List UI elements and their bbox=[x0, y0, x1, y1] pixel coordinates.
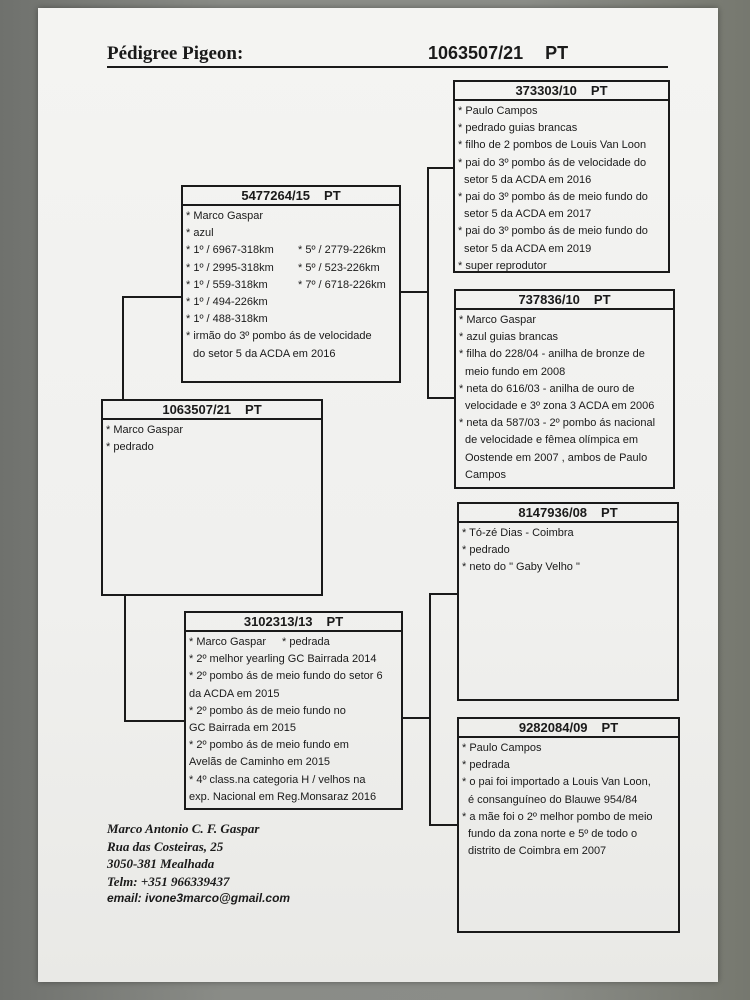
dam-box bbox=[184, 611, 403, 810]
sire-result: * 1º / 6967-318km bbox=[186, 244, 274, 257]
connector-sire-dam bbox=[427, 397, 454, 399]
dam-line: da ACDA em 2015 bbox=[189, 687, 280, 700]
dam-dam-line: é consanguíneo do Blauwe 954/84 bbox=[468, 793, 638, 806]
dam-dam-line: * o pai foi importado a Louis Van Loon, bbox=[462, 776, 651, 789]
sire-dam-line: * azul guias brancas bbox=[459, 331, 559, 344]
subject-line: * Marco Gaspar bbox=[106, 424, 184, 436]
dam-dam-ring: 9282084/09 bbox=[518, 720, 588, 735]
dam-ring: 3102313/13 bbox=[243, 614, 313, 629]
page-title: Pédigree Pigeon: bbox=[107, 43, 244, 64]
dam-sire-country: PT bbox=[601, 505, 618, 520]
owner-city: 3050-381 Mealhada bbox=[107, 856, 215, 871]
sire-dam-line: meio fundo em 2008 bbox=[465, 365, 566, 378]
header-ring-number bbox=[428, 43, 568, 64]
dam-sire-line: * Tó-zé Dias - Coimbra bbox=[462, 527, 574, 539]
sire-dam-line: * neta do 616/03 - anilha de ouro de bbox=[459, 382, 635, 395]
dam-sire-line: * neto do " Gaby Velho " bbox=[462, 561, 580, 574]
dam-line: * 2º pombo ás de meio fundo no bbox=[189, 704, 346, 717]
sire-line: do setor 5 da ACDA em 2016 bbox=[193, 347, 336, 360]
dam-dam-country: PT bbox=[601, 720, 619, 735]
sire-ring-header bbox=[183, 187, 399, 206]
header-country: PT bbox=[545, 43, 569, 63]
dam-sire-line: * pedrado bbox=[462, 544, 510, 557]
owner-street: Rua das Costeiras, 25 bbox=[107, 838, 224, 854]
sire-result: * 1º / 488-318km bbox=[186, 313, 268, 326]
sire-dam-line: Oostende em 2007 , ambos de Paulo bbox=[465, 451, 648, 464]
sire-line: * azul bbox=[186, 227, 214, 240]
connector-subject-sire-h bbox=[122, 296, 182, 298]
dam-dam-ring-header bbox=[459, 719, 678, 738]
owner-email: email: ivone3marco@gmail.com bbox=[107, 891, 291, 905]
sire-sire-line: * pai do 3º pombo ás de meio fundo do bbox=[458, 191, 648, 204]
dam-ring-header bbox=[186, 613, 401, 632]
subject-ring-header bbox=[103, 401, 321, 420]
connector-subject-sire bbox=[122, 296, 124, 400]
sire-sire-line: * super reprodutor bbox=[458, 259, 547, 272]
sire-sire-line: * Paulo Campos bbox=[458, 105, 538, 117]
subject-details bbox=[103, 420, 321, 456]
dam-details bbox=[186, 632, 401, 806]
sire-dam-country: PT bbox=[593, 292, 611, 307]
sire-sire-line: setor 5 da ACDA em 2019 bbox=[464, 242, 592, 255]
connector-dam-dam bbox=[429, 824, 458, 826]
subject-box bbox=[101, 399, 323, 596]
sire-dam-line: de velocidade e fêmea olímpica em bbox=[465, 434, 639, 447]
dam-dam-line: * a mãe foi o 2º melhor pombo de meio bbox=[462, 810, 653, 823]
dam-color: * pedrada bbox=[282, 636, 330, 648]
sire-result: * 5º / 523-226km bbox=[298, 261, 380, 274]
dam-sire-ring-header bbox=[459, 504, 677, 523]
dam-dam-line: distrito de Coimbra em 2007 bbox=[468, 845, 607, 858]
sire-dam-line: * filha do 228/04 - anilha de bronze de bbox=[459, 348, 645, 361]
dam-sire-box bbox=[457, 502, 679, 701]
dam-owner-line bbox=[189, 634, 397, 651]
sire-result: * 1º / 2995-318km bbox=[186, 261, 274, 274]
connector-sire-out bbox=[400, 291, 428, 293]
sire-sire-ring: 373303/10 bbox=[515, 83, 577, 98]
sire-line: * Marco Gaspar bbox=[186, 210, 264, 222]
connector-dam-out bbox=[402, 717, 430, 719]
dam-dam-line: * pedrada bbox=[462, 759, 510, 772]
sire-sire-line: * pai do 3º pombo ás de velocidade do bbox=[458, 156, 647, 169]
dam-dam-line: * Paulo Campos bbox=[462, 742, 542, 754]
sire-dam-line: velocidade e 3º zona 3 ACDA em 2006 bbox=[465, 400, 655, 413]
sire-sire-ring-header bbox=[455, 82, 668, 101]
dam-line: Avelãs de Caminho em 2015 bbox=[189, 756, 331, 769]
sire-ring: 5477264/15 bbox=[241, 188, 311, 203]
subject-country: PT bbox=[245, 402, 262, 417]
sire-dam-line: * Marco Gaspar bbox=[459, 314, 537, 326]
sire-sire-box bbox=[453, 80, 670, 273]
sire-country: PT bbox=[324, 188, 341, 203]
sire-results bbox=[186, 242, 395, 328]
dam-owner: * Marco Gaspar bbox=[189, 636, 267, 648]
sire-box bbox=[181, 185, 401, 383]
dam-line: * 2º pombo ás de meio fundo do setor 6 bbox=[189, 670, 383, 683]
sire-result: * 5º / 2779-226km bbox=[298, 244, 386, 257]
sire-sire-line: * pedrado guias brancas bbox=[458, 122, 578, 135]
sire-line: * irmão do 3º pombo ás de velocidade bbox=[186, 330, 372, 343]
connector-subject-dam bbox=[124, 596, 126, 721]
sire-sire-line: setor 5 da ACDA em 2017 bbox=[464, 208, 592, 221]
header-divider bbox=[107, 66, 668, 68]
dam-line: * 4º class.na categoria H / velhos na bbox=[189, 773, 366, 786]
sire-result: * 1º / 559-318km bbox=[186, 278, 268, 291]
owner-phone: Telm: +351 966339437 bbox=[107, 873, 230, 889]
dam-sire-details bbox=[459, 523, 677, 577]
sire-dam-ring-header bbox=[456, 291, 673, 310]
connector-subject-dam-h bbox=[124, 720, 185, 722]
connector-sire-vertical bbox=[427, 167, 429, 398]
dam-dam-box bbox=[457, 717, 680, 933]
sire-sire-country: PT bbox=[590, 83, 608, 98]
dam-sire-ring: 8147936/08 bbox=[518, 505, 588, 520]
sire-result: * 7º / 6718-226km bbox=[298, 278, 386, 291]
dam-dam-line: fundo da zona norte e 5º de todo o bbox=[468, 828, 638, 841]
sire-sire-line: * filho de 2 pombos de Louis Van Loon bbox=[458, 139, 647, 152]
dam-line: * 2º pombo ás de meio fundo em bbox=[189, 739, 349, 752]
connector-dam-sire bbox=[429, 593, 458, 595]
sire-dam-line: Campos bbox=[465, 468, 506, 481]
sire-details bbox=[183, 206, 399, 363]
sire-results-left bbox=[186, 242, 298, 328]
sire-sire-line: setor 5 da ACDA em 2016 bbox=[464, 173, 592, 186]
subject-line: * pedrado bbox=[106, 441, 154, 454]
sire-sire-details bbox=[455, 101, 668, 275]
sire-dam-ring: 737836/10 bbox=[518, 292, 580, 307]
sire-result: * 1º / 494-226km bbox=[186, 296, 268, 309]
owner-contact bbox=[107, 820, 290, 908]
dam-country: PT bbox=[326, 614, 344, 629]
sire-sire-line: * pai do 3º pombo ás de meio fundo do bbox=[458, 225, 648, 238]
sire-results-right bbox=[298, 242, 386, 328]
owner-name: Marco Antonio C. F. Gaspar bbox=[107, 821, 260, 836]
sire-dam-line: * neta da 587/03 - 2º pombo ás nacional bbox=[459, 417, 656, 430]
connector-sire-sire bbox=[427, 167, 454, 169]
header-ring: 1063507/21 bbox=[428, 43, 524, 63]
sire-dam-details bbox=[456, 310, 673, 484]
dam-line: * 2º melhor yearling GC Bairrada 2014 bbox=[189, 653, 377, 666]
dam-line: GC Bairrada em 2015 bbox=[189, 722, 296, 735]
sire-dam-box bbox=[454, 289, 675, 489]
connector-dam-vertical bbox=[429, 593, 431, 825]
dam-dam-details bbox=[459, 738, 678, 860]
dam-line: exp. Nacional em Reg.Monsaraz 2016 bbox=[189, 790, 377, 803]
subject-ring: 1063507/21 bbox=[162, 402, 232, 417]
